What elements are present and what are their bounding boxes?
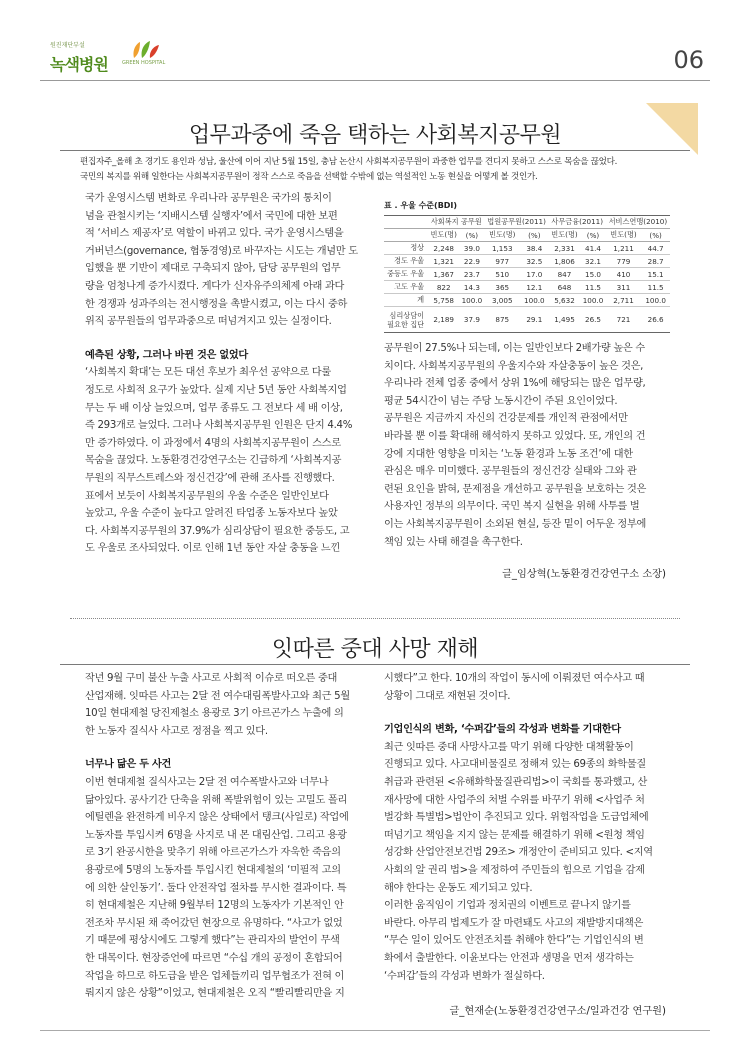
table-cell: 39.0 [459, 242, 484, 255]
leaves-icon [130, 40, 160, 60]
article1-title: 업무과중에 죽음 택하는 사회복지공무원 [188, 123, 562, 148]
text-line: 목숨을 끊었다. 노동환경건강연구소는 긴급하게 ‘사회복지공 [85, 455, 342, 467]
subheader: (%) [520, 229, 549, 242]
text-line: 바란다. 아무리 법제도가 잘 마련돼도 사고의 재발방지대책은 [384, 917, 644, 929]
text-line: 10일 현대제철 당진제철소 용광로 3기 아르곤가스 누출에 의 [85, 708, 344, 720]
table-cell: 100.0 [459, 294, 484, 307]
table-cell: 14.3 [459, 281, 484, 294]
section-divider [70, 618, 680, 619]
table-corner [384, 216, 428, 229]
text-line: 화에서 출발한다. 이윤보다는 안전과 생명을 먼저 생각하는 [384, 952, 634, 964]
text-line: 강에 지대한 영향을 미치는 ‘노동 환경과 노동 조건’에 대한 [384, 448, 633, 460]
text-line: 떠넘기고 책임을 지지 않는 문제를 해결하기 위해 <원청 책임 [384, 829, 645, 841]
text-line: 해야 한다는 운동도 제기되고 있다. [384, 882, 533, 894]
text-line: 진행되고 있다. 사고대비물질로 정해져 있는 69종의 화학물질 [384, 759, 646, 771]
table-cell: 1,495 [549, 307, 581, 333]
table-cell: 41.4 [580, 242, 606, 255]
text-line: 시했다”고 한다. 10개의 작업이 동시에 이뤄졌던 여수사고 때 [384, 673, 645, 684]
table-cell: 365 [485, 281, 521, 294]
subheading: 예측된 상황, 그러나 바뀐 것은 없었다 [85, 349, 248, 361]
table-cell: 28.7 [641, 255, 670, 268]
text-line: 만 증가하였다. 이 과정에서 4명의 사회복지공무원이 스스로 [85, 437, 341, 449]
text-line: 공무원은 지금까지 자신의 건강문제를 개인적 관점에서만 [384, 413, 628, 425]
text-line: 정도로 사회적 요구가 높았다. 실제 지난 5년 동안 사회복지업 [85, 384, 347, 396]
text-line: 련된 요인을 밝혀, 문제점을 개선하고 공무원을 보호하는 것은 [384, 483, 647, 495]
logo-title: 녹색병원 [50, 55, 108, 74]
subheader: (%) [459, 229, 484, 242]
article2-column1 [85, 670, 367, 1003]
article2-signature: 글_현재순(노동환경건강연구소/일과건강 연구원) [449, 1006, 666, 1017]
table-cell: 32.1 [580, 255, 606, 268]
text-line: 성강화 산업안전보건법 29조> 개정안이 준비되고 있다. <지역 [384, 847, 653, 859]
text-line: 입했을 뿐 기반이 제대로 구축되지 않아, 담당 공무원의 업무 [85, 263, 341, 275]
text-line: 량을 엄청나게 증가시켰다. 게다가 신자유주의체제 아래 과다 [85, 280, 345, 292]
table-cell: 1,153 [485, 242, 521, 255]
table-cell: 37.9 [459, 307, 484, 333]
text-line: 다. 사회복지공무원의 37.9%가 심리상담이 필요한 중등도, 고 [85, 525, 350, 537]
table-cell: 1,321 [428, 255, 459, 268]
table-cell: 100.0 [520, 294, 549, 307]
table-title: 표 . 우울 수준(BDI) [384, 201, 458, 210]
subheader: 빈도(명) [549, 229, 581, 242]
table-cell: 15.1 [641, 268, 670, 281]
text-line: 이는 사회복지공무원이 소외된 현실, 등잔 밑이 어두운 정부에 [384, 518, 647, 530]
text-line: 기 때문에 평상시에도 그렇게 했다”는 관리자의 발언이 무색 [85, 935, 340, 947]
table-body [384, 242, 670, 307]
column-group: 서비스연맹(2010) [606, 216, 670, 229]
subheading: 기업인식의 변화, ‘수퍼갑’들의 각성과 변화를 기대한다 [384, 724, 621, 736]
subheading: 너무나 닮은 두 사건 [85, 759, 172, 771]
text-line: ‘사회복지 확대’는 모든 대선 후보가 최우선 공약으로 다룰 [85, 367, 331, 379]
table-cell: 23.7 [459, 268, 484, 281]
text-line: 한 대목이다. 현장증언에 따르면 “수십 개의 공정이 혼합되어 [85, 952, 343, 964]
row-label-line: 심리상담이 [389, 310, 425, 320]
row-label [384, 307, 428, 333]
table-cell: 1,211 [606, 242, 642, 255]
text-line: 위직 공무원들의 업무과중으로 떠넘겨지고 있는 실정이다. [85, 316, 332, 328]
article1-lead [80, 155, 680, 185]
text-line: 공무원이 27.5%나 되는데, 이는 일반인보다 2배가량 높은 수 [384, 343, 645, 354]
table-cell: 721 [606, 307, 642, 333]
table-cell: 3,005 [485, 294, 521, 307]
text-line: 취급과 관련된 <유해화학물질관리법>이 국회를 통과했고, 산 [384, 776, 648, 788]
table-cell: 5,758 [428, 294, 459, 307]
column-group: 사무금융(2011) [549, 216, 606, 229]
table-cell: 311 [606, 281, 642, 294]
article2-title: 잇따른 중대 사망 재해 [271, 637, 479, 662]
table-cell: 2,711 [606, 294, 642, 307]
subheader: 빈도(명) [428, 229, 459, 242]
text-line: 작업을 하므로 하도급을 받은 업체들끼리 업무협조가 전혀 이 [85, 970, 345, 982]
text-line: 노동자를 투입시켜 6명을 사지로 내 몬 대림산업. 그리고 용광 [85, 829, 347, 841]
text-line: 닮아있다. 공사기간 단축을 위해 폭발위험이 있는 고밀도 폴리 [85, 794, 348, 806]
text-line: 작년 9월 구미 불산 누출 사고로 사회적 이슈로 떠오른 중대 [85, 673, 338, 684]
column-group: 법원공무원(2011) [485, 216, 549, 229]
text-line: 뤄지지 않은 상황”이었고, 현대제철은 오직 “빨리빨리만을 지 [85, 988, 345, 1000]
text-line: 이번 현대제철 질식사고는 2달 전 여수폭발사고와 너무나 [85, 776, 329, 788]
table-cell: 29.1 [520, 307, 549, 333]
text-line: 치이다. 사회복지공무원의 우울지수와 자살충동이 높은 것은, [384, 360, 644, 372]
text-line: 한 경쟁과 성과주의는 전시행정을 촉발시켰고, 이는 다시 중하 [85, 298, 348, 310]
text-line: 한 노동자 질식사 사고로 정점을 찍고 있다. [85, 725, 268, 737]
table-row [384, 307, 670, 333]
table-cell: 1,367 [428, 268, 459, 281]
article1-title-rule [60, 150, 690, 151]
text-line: 무원의 직무스트레스와 정신건강’에 관해 조사를 진행했다. [85, 472, 335, 484]
text-line: 벌강화 특별법>법안이 추진되고 있다. 위험작업을 도급업체에 [384, 812, 649, 824]
footer-divider [40, 1030, 710, 1031]
article1-column1 [85, 190, 367, 558]
table-row [384, 281, 670, 294]
text-line: 용광로에 5명의 노동자를 투입시킨 현대제철의 ‘미필적 고의 [85, 864, 341, 876]
column-group: 사회복지 공무원 [428, 216, 484, 229]
row-label: 고도 우울 [384, 281, 428, 294]
article1-column2 [384, 340, 666, 551]
table-cell: 2,248 [428, 242, 459, 255]
table-cell: 2,331 [549, 242, 581, 255]
table-cell: 11.5 [580, 281, 606, 294]
text-line: ‘수퍼갑’들의 각성과 변화가 절실하다. [384, 970, 545, 982]
table-cell: 26.6 [641, 307, 670, 333]
table-cell: 977 [485, 255, 521, 268]
text-line: 평균 54시간이 넘는 주당 노동시간이 주된 요인이었다. [384, 395, 618, 407]
article2-title-rule [60, 664, 690, 665]
table-cell: 26.5 [580, 307, 606, 333]
table-cell: 410 [606, 268, 642, 281]
row-label: 정상 [384, 242, 428, 255]
table-cell: 32.5 [520, 255, 549, 268]
row-label: 중등도 우울 [384, 268, 428, 281]
header-divider [40, 80, 710, 81]
text-line: 관심은 매우 미미했다. 공무원들의 정신건강 실태와 그와 관 [384, 466, 637, 478]
text-line: 사회의 알 권리 법>을 제정하여 주민들의 힘으로 기업을 감제 [384, 864, 645, 876]
table-cell: 779 [606, 255, 642, 268]
text-line: 즉 293개로 늘었다. 그러나 사회복지공무원 인원은 단지 4.4% [85, 420, 353, 432]
table-cell: 12.1 [520, 281, 549, 294]
table-header-row [384, 216, 670, 229]
table-cell: 822 [428, 281, 459, 294]
text-line: 상황이 그대로 재현된 것이다. [384, 690, 511, 702]
table-row [384, 242, 670, 255]
text-line: 산업재해. 잇따른 사고는 2달 전 여수대림폭발사고와 최근 5월 [85, 690, 350, 702]
table-cell: 510 [485, 268, 521, 281]
table-corner [384, 229, 428, 242]
table-row [384, 268, 670, 281]
data-table [384, 215, 670, 333]
text-line: 높았고, 우울 수준이 높다고 알려진 타업종 노동자보다 높았 [85, 508, 338, 520]
table-cell: 38.4 [520, 242, 549, 255]
logo-subtitle: GREEN HOSPITAL [122, 60, 166, 66]
page-number: 06 [673, 46, 704, 74]
table-cell: 100.0 [641, 294, 670, 307]
row-label-line: 필요한 집단 [387, 319, 425, 329]
text-line: 무는 두 배 이상 늘었으며, 업무 종류도 그 전보다 세 배 이상, [85, 402, 343, 414]
article1-signature: 글_임상혁(노동환경건강연구소 소장) [502, 569, 666, 580]
table-row [384, 255, 670, 268]
table-cell: 22.9 [459, 255, 484, 268]
table-cell: 100.0 [580, 294, 606, 307]
table-cell: 17.0 [520, 268, 549, 281]
text-line: 재사망에 대한 사업주의 처벌 수위를 바꾸기 위해 <사업주 처 [384, 794, 645, 806]
depression-table [384, 200, 670, 333]
row-label: 계 [384, 294, 428, 307]
table-cell: 15.0 [580, 268, 606, 281]
logo-caption: 원진재단부설 [50, 42, 85, 49]
text-line: 거버넌스(governance, 협동경영)로 바꾸자는 시도는 개념만 도 [85, 245, 358, 257]
table-subheader-row [384, 229, 670, 242]
row-label: 경도 우울 [384, 255, 428, 268]
text-line: 히 현대제철은 지난해 9월부터 12명의 노동자가 기본적인 안 [85, 900, 344, 912]
text-line: 에 의한 살인동기’. 둘다 안전작업 절차를 무시한 결과이다. 특 [85, 882, 347, 894]
text-line: 책임 있는 사태 해결을 촉구한다. [384, 536, 523, 548]
text-line: 국가 운영시스템 변화로 우리나라 공무원은 국가의 통치이 [85, 193, 332, 204]
text-line: 전조차 무시된 채 죽어갔던 현장으로 유명하다. “사고가 없었 [85, 917, 343, 929]
table-cell: 648 [549, 281, 581, 294]
green-hospital-logo [50, 40, 170, 80]
text-line: 우리나라 전체 업종 중에서 상위 1%에 해당되는 많은 업무량, [384, 378, 646, 390]
text-line: “무슨 일이 있어도 안전조치를 취해야 한다”는 기업인식의 변 [384, 935, 644, 947]
text-line: 바라볼 뿐 이를 확대해 해석하지 못하고 있었다. 또, 개인의 건 [384, 430, 646, 442]
subheader: (%) [641, 229, 670, 242]
text-line: 도 우울로 조사되었다. 이로 인해 1년 동안 자살 충동을 느낀 [85, 543, 341, 555]
table-cell: 5,632 [549, 294, 581, 307]
page-header [0, 0, 750, 85]
lead-line: 국민의 복지를 위해 일한다는 사회복지공무원이 정작 스스로 죽음을 선택할 수밖에 없는 역설적인 노동 현실을 어떻게 볼 것인가. [80, 172, 538, 182]
table-cell: 2,189 [428, 307, 459, 333]
text-line: 로 3기 완공시한을 맞추기 위해 아르곤가스가 자욱한 죽음의 [85, 847, 341, 859]
text-line: 념을 관철시키는 ‘지배시스템 실행자’에서 국민에 대한 보편 [85, 210, 338, 222]
table-cell: 1,806 [549, 255, 581, 268]
text-line: 표에서 보듯이 사회복지공무원의 우울 수준은 일반인보다 [85, 490, 329, 502]
lead-line: 편집자주_올해 초 경기도 용인과 성남, 울산에 이어 지난 5월 15일, 충남 논산시 사회복지공무원이 과중한 업무를 견디지 못하고 스스로 목숨을 끊었다. [80, 157, 618, 167]
table-cell: 847 [549, 268, 581, 281]
text-line: 에틸렌을 완전하게 비우지 않은 상태에서 탱크(사일로) 작업에 [85, 812, 349, 824]
text-line: 적 ‘서비스 제공자’로 역할이 바뀌고 있다. 국가 운영시스템을 [85, 228, 344, 240]
text-line: 이러한 움직임이 기업과 정치권의 이벤트로 끝나지 않기를 [384, 900, 631, 912]
article2-column2 [384, 670, 666, 985]
text-line: 최근 잇따른 중대 사망사고를 막기 위해 다양한 대책활동이 [384, 741, 634, 753]
subheader: 빈도(명) [485, 229, 521, 242]
table-cell: 44.7 [641, 242, 670, 255]
table-cell: 875 [485, 307, 521, 333]
text-line: 사용자인 정부의 의무이다. 국민 복지 실현을 위해 사투를 벌 [384, 501, 640, 513]
table-cell: 11.5 [641, 281, 670, 294]
subheader: 빈도(명) [606, 229, 642, 242]
table-row [384, 294, 670, 307]
subheader: (%) [580, 229, 606, 242]
